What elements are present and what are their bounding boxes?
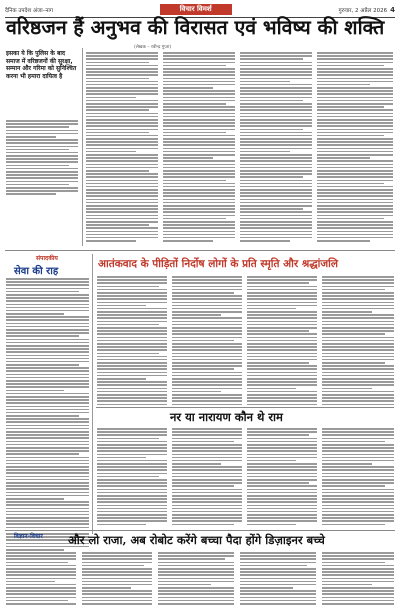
paper-name: दैनिक उपदेश अंजा–नाग [5, 7, 53, 14]
story2-headline: नर या नारायण कौन थे राम [170, 410, 283, 424]
page-number: 4 [390, 5, 395, 14]
feature-headline: आतंकवाद के पीड़ितों निर्दोष लोगों के प्रति स्मृति और श्रद्धांजलि [98, 258, 339, 270]
section-banner: विचार विमर्श [160, 4, 232, 15]
story3-section-tag: विज्ञान-विचार [14, 533, 43, 540]
lead-byline: (लेखक – रवीन्द्र गुप्ता) [134, 45, 172, 50]
editorial-section-tag: संपादकीय [36, 255, 58, 262]
date-line: गुरुवार, 2 अप्रैल 2026 4 [338, 5, 395, 14]
editorial-title: सेवा की राह [14, 266, 59, 277]
lead-headline: वरिष्ठजन हैं अनुभव की विरासत एवं भविष्य की शक्ति [6, 16, 385, 39]
pull-quote: इसका ये कि पुलिस के बाद समाज में वरिष्ठजनों की सुरक्षा, सम्मान और गरिमा को सुनिश्चित करना भी हमारा दायित्व है [6, 50, 77, 80]
page-header [5, 3, 395, 16]
story3-headline: और लो राजा, अब रोबोट करेंगे बच्चा पैदा होंगे डिज़ाइनर बच्चे [68, 533, 325, 547]
